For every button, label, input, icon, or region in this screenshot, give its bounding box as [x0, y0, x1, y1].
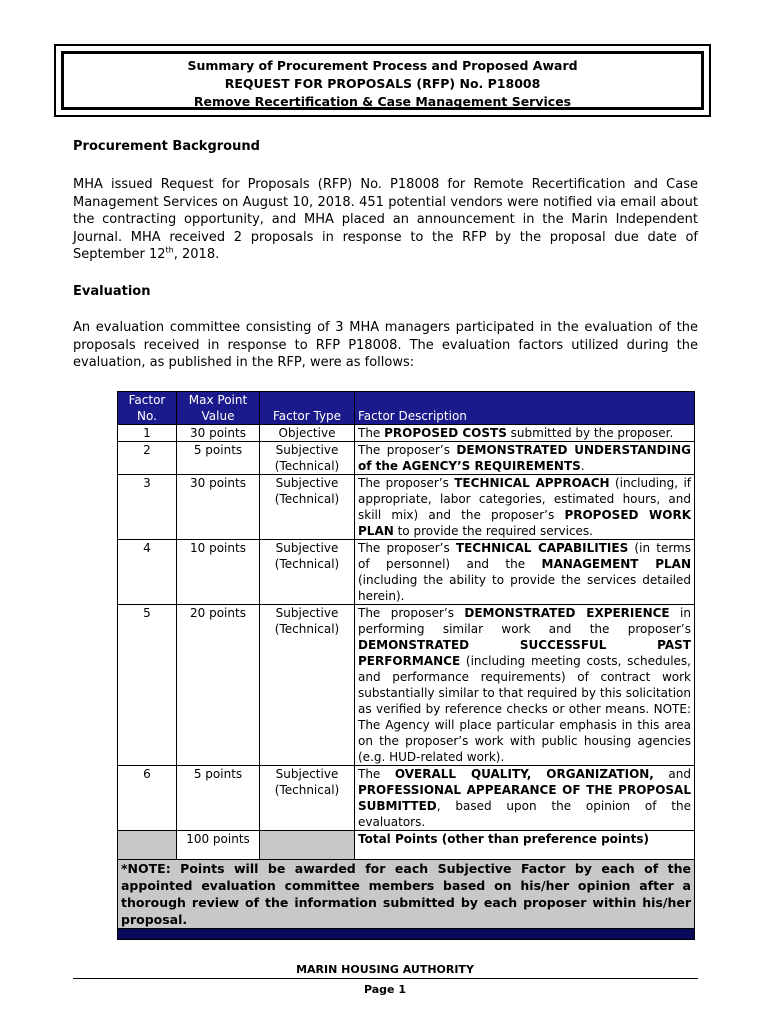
description-text: The proposer’s — [358, 541, 456, 555]
description-text: The proposer’s — [358, 443, 457, 457]
factor-no: 4 — [118, 540, 177, 605]
note-text: *NOTE: Points will be awarded for each Subjective Factor by each of the appointed evaluation committee members based on his/her opinion after a thorough review of the information submitted by each proposer within his/her proposal. — [118, 860, 695, 929]
header-factor-type: Factor Type — [260, 392, 355, 425]
factor-description — [355, 425, 695, 442]
factor-description — [355, 766, 695, 831]
factor-type: Subjective (Technical) — [260, 475, 355, 540]
max-point-value: 20 points — [177, 605, 260, 766]
description-emphasis: OVERALL QUALITY, ORGANIZATION, — [394, 767, 654, 781]
total-row — [118, 831, 695, 860]
max-point-value: 5 points — [177, 766, 260, 831]
factor-type: Subjective (Technical) — [260, 605, 355, 766]
factor-no: 3 — [118, 475, 177, 540]
total-empty-cell — [118, 831, 177, 860]
factor-type: Subjective (Technical) — [260, 442, 355, 475]
table-row — [118, 475, 695, 540]
description-emphasis: PROFESSIONAL APPEARANCE OF THE PROPOSAL SUBMITTED — [358, 783, 691, 813]
title-line-1: Summary of Procurement Process and Proposed Award — [187, 58, 578, 73]
description-text: submitted by the proposer. — [506, 426, 674, 440]
total-empty-type-cell — [260, 831, 355, 860]
max-point-value: 5 points — [177, 442, 260, 475]
description-text: to provide the required services. — [393, 524, 593, 538]
procurement-background-paragraph — [73, 176, 698, 264]
note-row — [118, 860, 695, 929]
table-row — [118, 442, 695, 475]
total-points: 100 points — [177, 831, 260, 860]
factor-no: 5 — [118, 605, 177, 766]
description-text: (including the ability to provide the services detailed herein). — [358, 573, 691, 603]
max-point-value: 30 points — [177, 425, 260, 442]
factor-type: Subjective (Technical) — [260, 766, 355, 831]
description-text: The proposer’s — [358, 476, 455, 490]
table-row — [118, 425, 695, 442]
factor-description — [355, 540, 695, 605]
max-point-value: 10 points — [177, 540, 260, 605]
table-bottom-bar — [118, 929, 695, 940]
title-inner-box — [61, 51, 704, 110]
factor-no: 1 — [118, 425, 177, 442]
description-text: The — [358, 767, 395, 781]
factor-description — [355, 442, 695, 475]
background-text: MHA issued Request for Proposals (RFP) No. P18008 for Remote Recertification and Case Management Services on August 10, 2018. 451 potential vendors were notified via email about the contracting opportunity, and MHA placed an announcement in the Marin Independent Journal. MHA received 2 proposals in response to the RFP by the proposal due date of September 12 — [73, 177, 698, 262]
description-text: , based upon the opinion of the evaluators. — [358, 799, 691, 829]
evaluation-paragraph: An evaluation committee consisting of 3 MHA managers participated in the evaluation of the proposals received in response to RFP P18008. The evaluation factors utilized during the evaluation, as published in the RFP, were as follows: — [73, 320, 698, 370]
description-emphasis: MANAGEMENT PLAN — [541, 557, 692, 571]
description-text: The proposer’s — [358, 606, 465, 620]
description-emphasis: DEMONSTRATED UNDERSTANDING of the AGENCY’S REQUIREMENTS — [358, 443, 691, 473]
factor-description — [355, 605, 695, 766]
procurement-background-heading: Procurement Background — [73, 139, 260, 154]
title-line-2: REQUEST FOR PROPOSALS (RFP) No. P18008 — [224, 76, 541, 91]
header-factor-description: Factor Description — [355, 392, 695, 425]
table-row — [118, 766, 695, 831]
table-row — [118, 605, 695, 766]
description-emphasis: TECHNICAL CAPABILITIES — [455, 541, 629, 555]
footer-divider — [73, 978, 698, 979]
description-text: and — [653, 767, 691, 781]
description-text: (in terms of personnel) and the — [358, 541, 691, 571]
description-text: The — [358, 426, 385, 440]
background-superscript: th — [165, 245, 174, 255]
title-box — [54, 44, 711, 117]
factor-type: Subjective (Technical) — [260, 540, 355, 605]
description-emphasis: PROPOSED COSTS — [384, 426, 507, 440]
description-text: (including meeting costs, schedules, and performance requirements) of contract work substantially similar to that required by this solicitation as verified by reference checks or other means. NOTE: The Agency will place particular emphasis in this area on the proposer’s work with public housing agencies (e.g. HUD-related work). — [358, 654, 691, 764]
description-emphasis: DEMONSTRATED EXPERIENCE — [464, 606, 670, 620]
description-emphasis: TECHNICAL APPROACH — [454, 476, 610, 490]
evaluation-factors-table — [117, 391, 695, 940]
background-text-end: , 2018. — [173, 247, 220, 262]
max-point-value: 30 points — [177, 475, 260, 540]
description-emphasis: PROPOSED WORK PLAN — [358, 508, 691, 538]
total-label: Total Points (other than preference points) — [355, 831, 695, 860]
header-factor-no: Factor No. — [118, 392, 177, 425]
description-emphasis: DEMONSTRATED SUCCESSFUL PAST PERFORMANCE — [358, 638, 691, 668]
factor-no: 6 — [118, 766, 177, 831]
bottom-bar-cell — [118, 929, 695, 940]
title-line-3: Remove Recertification & Case Management Services — [193, 94, 572, 109]
factor-description — [355, 475, 695, 540]
factor-rows — [118, 425, 695, 831]
table-header-row — [118, 392, 695, 425]
description-text: (including, if appropriate, labor categories, estimated hours, and skill mix) and the proposer’s — [358, 476, 692, 522]
factor-type: Objective — [260, 425, 355, 442]
description-text: in performing similar work and the proposer’s — [358, 606, 691, 636]
evaluation-heading: Evaluation — [73, 284, 151, 299]
description-text: . — [580, 459, 585, 473]
table-row — [118, 540, 695, 605]
header-max-point-value: Max Point Value — [177, 392, 260, 425]
footer-page-number: Page 1 — [363, 983, 406, 996]
factor-no: 2 — [118, 442, 177, 475]
footer-organization: MARIN HOUSING AUTHORITY — [296, 963, 474, 976]
